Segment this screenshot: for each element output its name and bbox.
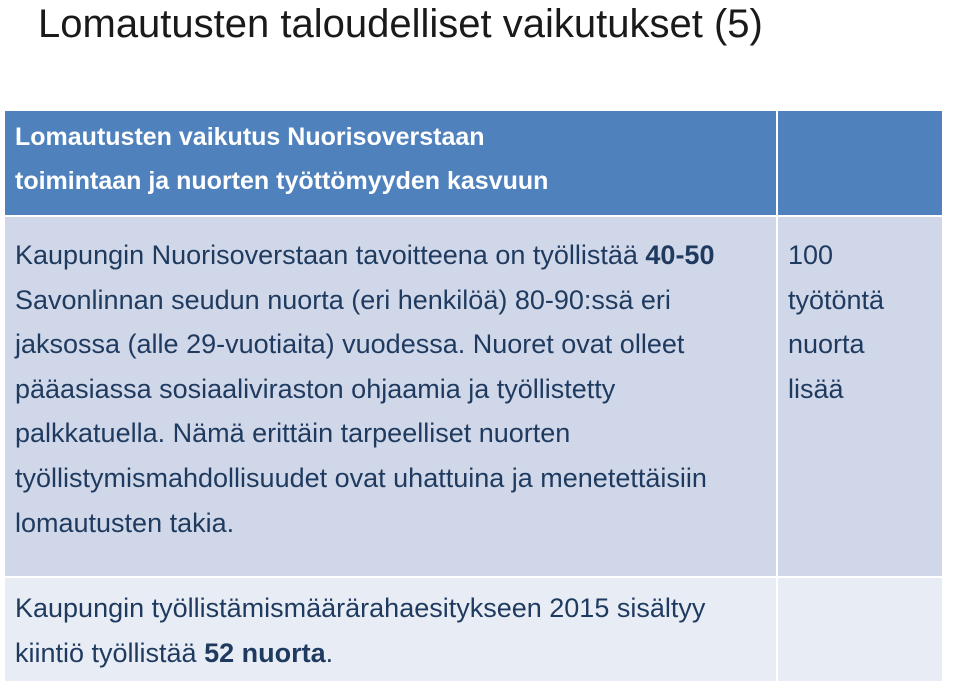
side-line-2: työtöntä	[788, 284, 885, 315]
row2-text-start: Kaupungin työllistämismäärärahaesitykseen 2015 sisältyy kiintiö työllistää	[15, 593, 706, 668]
youth-workshop-cell	[5, 217, 778, 578]
table-row	[5, 217, 942, 578]
impact-table	[5, 111, 942, 683]
row2-text-end: .	[325, 637, 334, 668]
header-cell-description	[5, 111, 778, 217]
table-header-row	[5, 111, 942, 217]
slide-title: Lomautusten taloudelliset vaikutukset (5)	[38, 2, 763, 46]
employment-budget-cell	[5, 578, 778, 683]
header-line-1: Lomautusten vaikutus Nuorisoverstaan	[15, 123, 485, 151]
row2-bold-count: 52 nuorta	[204, 637, 326, 668]
side-line-1: 100	[788, 240, 834, 270]
unemployment-increase-note	[788, 233, 932, 411]
header-cell-side	[778, 111, 942, 217]
row1-text-start: Kaupungin Nuorisoverstaan tavoitteena on työllistää	[15, 240, 646, 270]
empty-side-cell	[778, 578, 942, 683]
row1-bold-count: 40-50	[645, 240, 715, 270]
unemployment-increase-cell	[778, 217, 942, 578]
row1-text-end: Savonlinnan seudun nuorta (eri henkilöä) 80-90:ssä eri jaksossa (alle 29-vuotiaita) vuodessa. Nuoret ovat olleet pääasiassa sosiaaliviraston ohjaamia ja työllistetty palkkatuella. Nämä erittäin tarpeelliset nuorten työllistymismahdollisuudet ovat uhattuina ja menetettäisiin lomautusten takia.	[15, 284, 707, 538]
header-line-2: toimintaan ja nuorten työttömyyden kasvuun	[15, 167, 549, 195]
side-line-4: lisää	[788, 373, 844, 404]
side-line-3: nuorta	[788, 329, 865, 360]
table-row	[5, 578, 942, 683]
